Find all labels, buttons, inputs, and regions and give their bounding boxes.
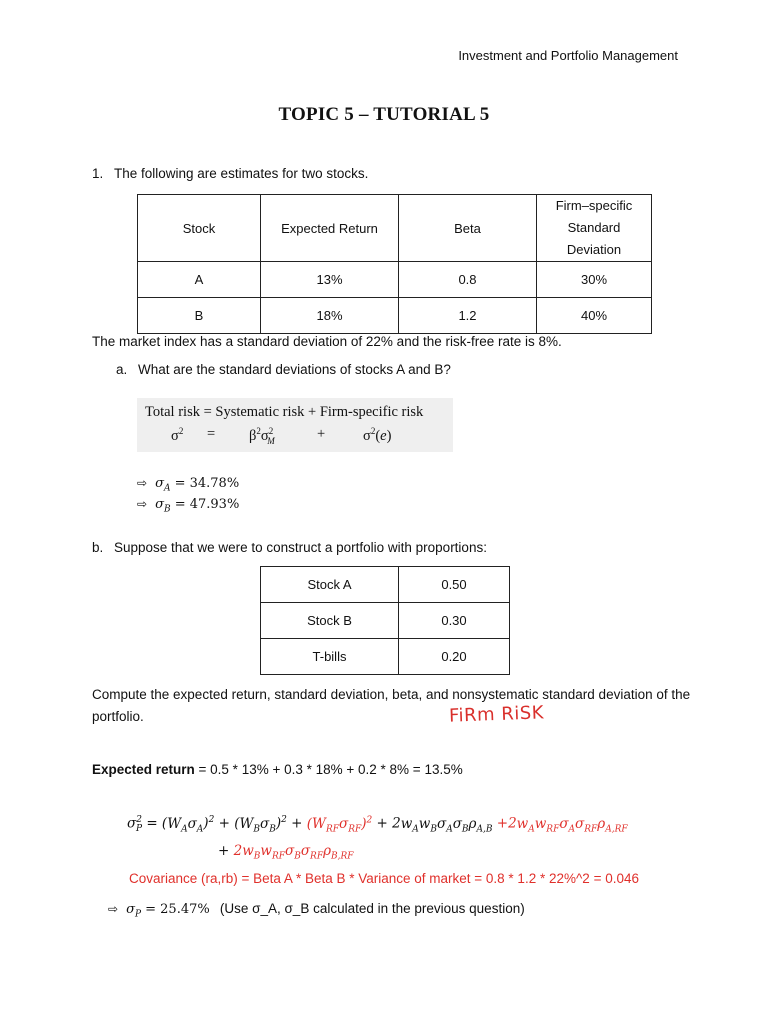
table-cell: 0.30 (399, 603, 510, 639)
expected-return-calc: = 0.5 * 13% + 0.3 * 18% + 0.2 * 8% = 13.5% (194, 762, 463, 777)
table-row (261, 567, 510, 603)
table-header-row (138, 195, 652, 262)
sigma-a-answer: ⇨ $\sigma_A = 34.78\%$ (137, 476, 240, 494)
table-cell: 0.20 (399, 639, 510, 675)
page-header: Investment and Portfolio Management (458, 48, 678, 63)
portfolio-variance-formula-cont: + $2w_Bw_{RF}\sigma_B\sigma_{RF}\rho_{B,RF}$ (218, 843, 354, 862)
table-cell: 0.8 (399, 262, 537, 298)
arrow-right-icon: ⇨ (137, 497, 148, 511)
table-cell: 18% (261, 298, 399, 334)
part-label: a. (116, 362, 128, 377)
question-text: The following are estimates for two stocks. (114, 166, 369, 181)
table-row (261, 603, 510, 639)
part-text: Suppose that we were to construct a portfolio with proportions: (114, 540, 487, 555)
covariance-note: Covariance (ra,rb) = Beta A * Beta B * Variance of market = 0.8 * 1.2 * 22%^2 = 0.046 (128, 871, 639, 886)
table-row (138, 262, 652, 298)
table-cell: 13% (261, 262, 399, 298)
table-cell: A (138, 262, 261, 298)
stock-estimates-table (137, 194, 652, 334)
table-row (261, 639, 510, 675)
table-cell: Stock B (261, 603, 399, 639)
header-cell: Beta (399, 195, 537, 262)
part-b (92, 540, 487, 555)
expected-return-line (92, 762, 463, 777)
table-cell: Stock A (261, 567, 399, 603)
table-cell: 1.2 (399, 298, 537, 334)
table-row (138, 298, 652, 334)
compute-instructions: Compute the expected return, standard deviation, beta, and nonsystematic standard deviation of the portfolio. (92, 687, 691, 724)
header-line: Standard Deviation (566, 220, 622, 257)
table-cell: T-bills (261, 639, 399, 675)
market-info: The market index has a standard deviation of 22% and the risk-free rate is 8%. (92, 334, 562, 349)
table-cell: 0.50 (399, 567, 510, 603)
question-1 (92, 166, 368, 181)
expected-return-label: Expected return (92, 762, 195, 777)
part-label: b. (92, 540, 104, 555)
sigma-b-answer: ⇨ $\sigma_B = 47.93\%$ (137, 497, 240, 515)
arrow-right-icon: ⇨ (137, 476, 148, 490)
sigma-p-note: (Use σ_A, σ_B calculated in the previous question) (219, 901, 525, 916)
header-cell: Stock (138, 195, 261, 262)
table-cell: 40% (537, 298, 652, 334)
portfolio-proportions-table (260, 566, 510, 675)
page-title: TOPIC 5 – TUTORIAL 5 (278, 104, 490, 125)
table-cell: B (138, 298, 261, 334)
total-risk-formula: Total risk = Systematic risk + Firm-specific risk $\sigma^2$ = $\beta^2\sigma^2_M$ + $\sigma^2(e)$ (137, 398, 453, 452)
portfolio-variance-formula: $\sigma^2_P = (W_A\sigma_A)^2 + (W_B\sigma_B)^2 + (W_{RF}\sigma_{RF})^2 + 2w_Aw_B\sigma_A\sigma_B\rho_{A,B} +2w_Aw_{RF}\sigma_A\sigma_{RF}\rho_{A,RF}$ (127, 815, 628, 835)
formula-caption: Total risk = Systematic risk + Firm-specific risk (145, 404, 424, 420)
table-cell: 30% (537, 262, 652, 298)
header-line: Firm–specific (555, 198, 633, 213)
part-a (116, 362, 451, 377)
arrow-right-icon: ⇨ (108, 902, 119, 916)
header-cell: Expected Return (261, 195, 399, 262)
handwritten-note: FiRm RiSK (448, 702, 545, 727)
sigma-p-answer: ⇨ $\sigma_P = 25.47\%$ (Use σ_A, σ_B calculated in the previous question) (108, 901, 525, 920)
question-number: 1. (92, 166, 104, 181)
part-text: What are the standard deviations of stocks A and B? (138, 362, 451, 377)
header-cell (537, 195, 652, 262)
